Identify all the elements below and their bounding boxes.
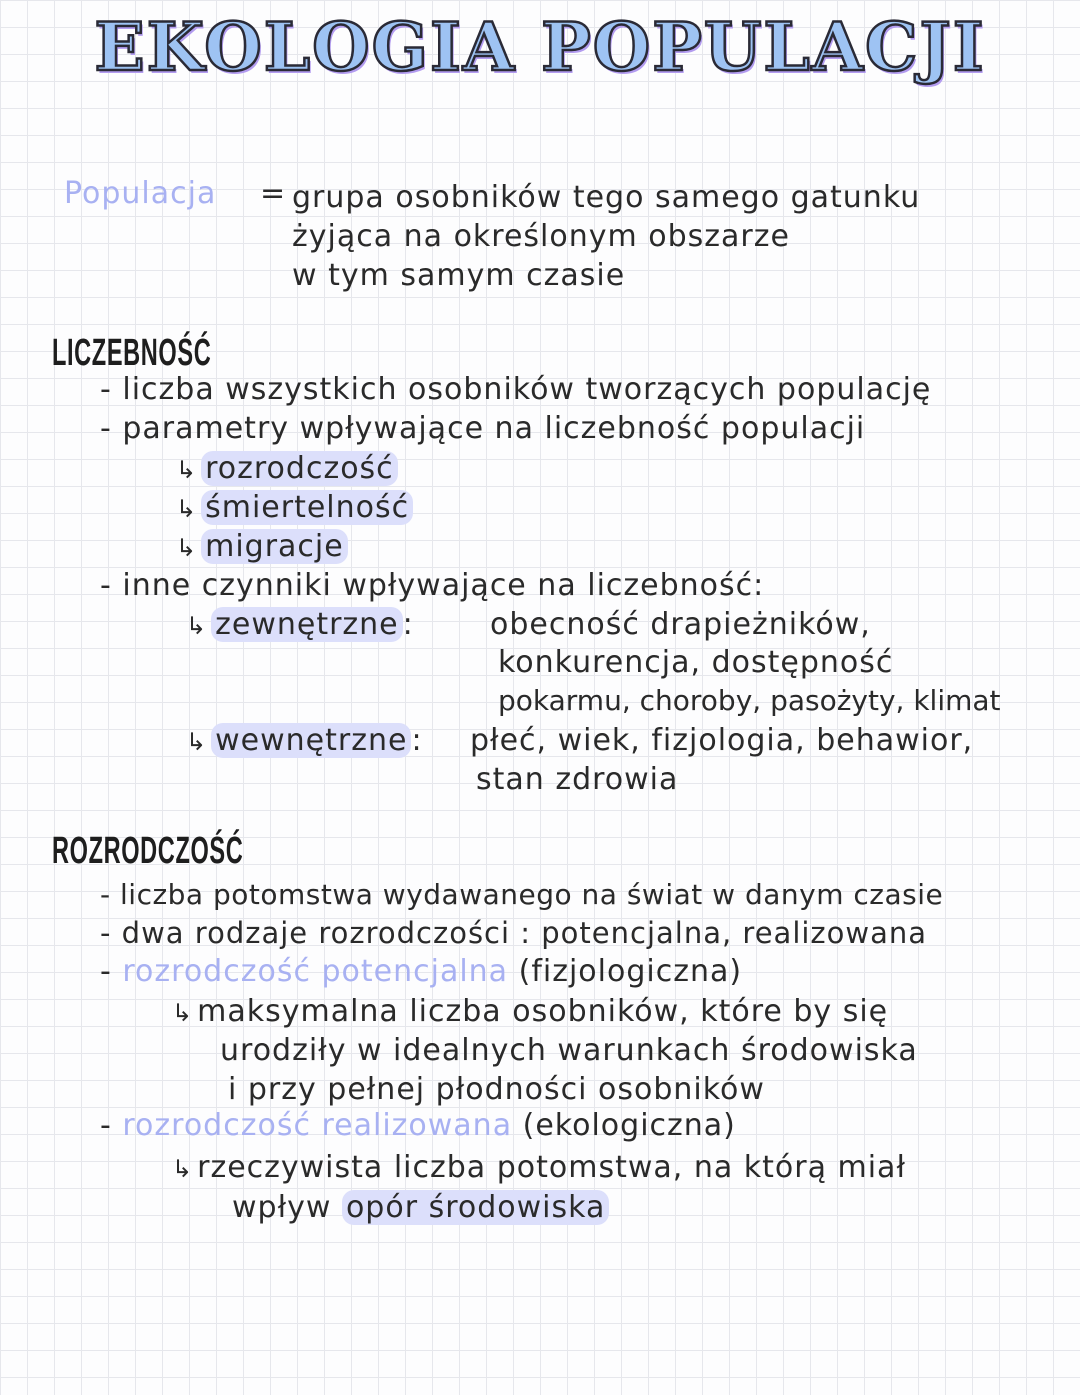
external-line-2: konkurencja, dostępność bbox=[498, 645, 894, 680]
realized-dash: - bbox=[100, 1108, 112, 1143]
arrow-icon: ↳ bbox=[186, 612, 208, 640]
realized-line-2 bbox=[232, 1190, 609, 1225]
internal-colon: : bbox=[411, 723, 423, 758]
arrow-icon: ↳ bbox=[186, 728, 208, 756]
rozrodczosc-item-1: - liczba potomstwa wydawanego na świat w danym czasie bbox=[100, 878, 944, 911]
liczebnosc-item-3: - inne czynniki wpływające na liczebność: bbox=[100, 568, 765, 603]
param-label: śmiertelność bbox=[201, 490, 413, 525]
realized-highlight: opór środowiska bbox=[342, 1190, 609, 1225]
arrow-icon: ↳ bbox=[172, 999, 194, 1027]
definition-line-3: w tym samym czasie bbox=[292, 258, 626, 293]
potential-label: rozrodczość potencjalna bbox=[122, 954, 509, 989]
arrow-icon: ↳ bbox=[176, 495, 198, 523]
internal-factors-label bbox=[186, 723, 423, 758]
potential-line-1 bbox=[172, 994, 888, 1029]
definition-equals: = bbox=[260, 176, 287, 211]
external-line-1: obecność drapieżników, bbox=[490, 607, 871, 642]
arrow-icon: ↳ bbox=[176, 534, 198, 562]
realized-note: (ekologiczna) bbox=[522, 1108, 736, 1143]
arrow-icon: ↳ bbox=[176, 456, 198, 484]
realized-text: rzeczywista liczba potomstwa, na którą miał bbox=[197, 1150, 906, 1185]
liczebnosc-item-2: - parametry wpływające na liczebność populacji bbox=[100, 411, 866, 446]
param-label: rozrodczość bbox=[201, 451, 398, 486]
potential-heading bbox=[100, 954, 742, 989]
param-rozrodczosc bbox=[176, 451, 398, 486]
realized-prefix: wpływ bbox=[232, 1190, 332, 1225]
potential-line-2: urodziły w idealnych warunkach środowiska bbox=[220, 1033, 918, 1068]
param-label: migracje bbox=[201, 529, 348, 564]
param-smiertelnosc bbox=[176, 490, 413, 525]
potential-line-3: i przy pełnej płodności osobników bbox=[228, 1072, 765, 1107]
internal-label: wewnętrzne bbox=[211, 723, 411, 758]
page-title: EKOLOGIA POPULACJI bbox=[94, 8, 986, 86]
internal-line-2: stan zdrowia bbox=[476, 762, 679, 797]
external-colon: : bbox=[402, 607, 414, 642]
internal-line-1: płeć, wiek, fizjologia, behawior, bbox=[470, 723, 974, 758]
param-migracje bbox=[176, 529, 348, 564]
external-label: zewnętrzne bbox=[211, 607, 403, 642]
realized-line-1 bbox=[172, 1150, 906, 1185]
potential-note: (fizjologiczna) bbox=[518, 954, 743, 989]
section-heading-liczebnosc: LICZEBNOŚĆ bbox=[52, 332, 212, 374]
realized-heading bbox=[100, 1108, 736, 1143]
potential-dash: - bbox=[100, 954, 112, 989]
rozrodczosc-item-2: - dwa rodzaje rozrodczości : potencjalna, realizowana bbox=[100, 916, 928, 950]
definition-line-2: żyjąca na określonym obszarze bbox=[292, 219, 790, 254]
potential-text: maksymalna liczba osobników, które by się bbox=[197, 994, 889, 1029]
liczebnosc-item-1: - liczba wszystkich osobników tworzących populację bbox=[100, 372, 932, 407]
realized-label: rozrodczość realizowana bbox=[122, 1108, 513, 1143]
external-factors-label bbox=[186, 607, 414, 642]
definition-line-1: grupa osobników tego samego gatunku bbox=[292, 180, 921, 215]
arrow-icon: ↳ bbox=[172, 1155, 194, 1183]
definition-term: Populacja bbox=[64, 176, 217, 211]
external-line-3: pokarmu, choroby, pasożyty, klimat bbox=[498, 684, 1001, 717]
section-heading-rozrodczosc: ROZRODCZOŚĆ bbox=[52, 830, 244, 872]
